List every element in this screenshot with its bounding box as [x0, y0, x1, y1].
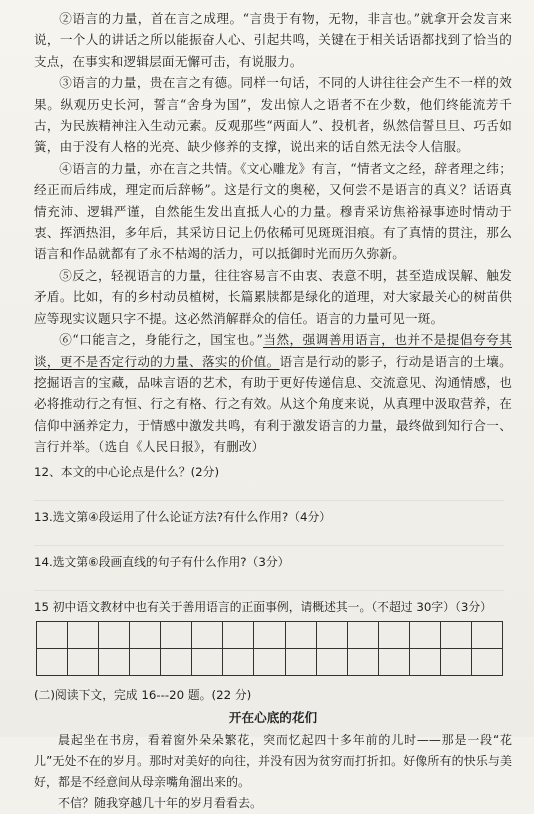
answer-line-14[interactable]: [34, 572, 504, 591]
article-title: 开在心底的花们: [228, 709, 318, 725]
article-paragraph-2: 不信？随我穿越几十年的岁月看看去。: [58, 795, 263, 810]
underlined-sentence: 当然，强调善用语言，也并不是提倡夸夸其谈，更不是否定行动的力量、落实的价值。: [34, 332, 512, 369]
paragraph-5: ⑤反之，轻视语言的力量，往往容易言不由衷、表意不明，甚至造成误解、触发矛盾。比如，有的乡村动员植树，长篇累牍都是绿化的道理，对大家最关心的树苗供应等现实议题只字不提。这必然消解群众的信任。语言的力量可见一斑。: [34, 267, 512, 326]
answer-grid[interactable]: [36, 621, 503, 676]
question-14: 14.选文第⑥段画直线的句子有什么作用?（3分）: [34, 554, 290, 569]
answer-line-13[interactable]: [34, 527, 504, 546]
paragraph-6-quote: ⑥“口能言之，身能行之，国宝也。”: [59, 332, 264, 348]
section-2-heading: (二)阅读下文，完成 16---20 题。(22 分): [34, 687, 252, 702]
page-content: [34, 8, 512, 814]
question-15: 15 初中语文教材中也有关于善用语言的正面事例，请概述其一。（不超过 30字）（3分）: [34, 599, 492, 614]
answer-line-12[interactable]: [34, 482, 504, 501]
article-paragraph-1: 晨起坐在书房，看着窗外朵朵繁花，突而忆起四十多年前的儿时——那是一段“花儿”无处不在的岁月。那时对美好的向往，并没有因为贫穷而打折扣。好像所有的快乐与美好，都是不经意间从母亲嘴角溜出来的。: [34, 732, 512, 789]
paragraph-3: ③语言的力量，贵在言之有德。同样一句话，不同的人讲往往会产生不一样的效果。纵观历史长河，誓言“舍身为国”，发出惊人之语者不在少数，他们终能流芳千古，为民族精神注入生动元素。反观那些“两面人”、投机者，纵然信誓旦旦、巧舌如簧，由于没有人格的光亮、缺少修养的支撑，说出来的话自然无法令人信服。: [34, 75, 512, 155]
paragraph-6-rest: 语言是行动的影子，行动是语言的土壤。挖掘语言的宝藏，品味言语的艺术，有助于更好传递信息、交流意见、沟通情感，也必将推动行之有恒、行之有格、行之有效。从这个角度来说，从真理中汲取营养，在信仰中涵养定力，于情感中激发共鸣，有利于激发语言的力量，最终做到知行合一、言行并举。（选自《人民日报》，有删改）: [34, 353, 512, 455]
paragraph-6: [34, 329, 512, 457]
question-13: 13.选文第④段运用了什么论证方法?有什么作用?（4分）: [34, 509, 332, 524]
paragraph-2: ②语言的力量，首在言之成理。“言贵于有物，无物，非言也。”就拿开会发言来说，一个人的讲话之所以能振奋人心、引起共鸣，关键在于相关话语都找到了恰当的支点，在事实和逻辑层面无懈可击，有说服力。: [34, 11, 512, 69]
question-12: 12、本文的中心论点是什么？(2分): [34, 464, 220, 479]
paragraph-4: ④语言的力量，亦在言之共情。《文心雕龙》有言，“情者文之经，辞者理之纬；经正而后纬成，理定而后辞畅”。这是行文的奥秘，又何尝不是语言的真义？话语真情充沛、逻辑严谨，自然能生发出直抵人心的力量。穆青采访焦裕禄事迹时情动于衷、挥洒热泪，多年后，其采访日记上仍依稀可见斑斑泪痕。有了真情的贯注，那么语言和作品就都有了永不枯竭的活力，可以抵御时光而历久弥新。: [34, 160, 512, 262]
